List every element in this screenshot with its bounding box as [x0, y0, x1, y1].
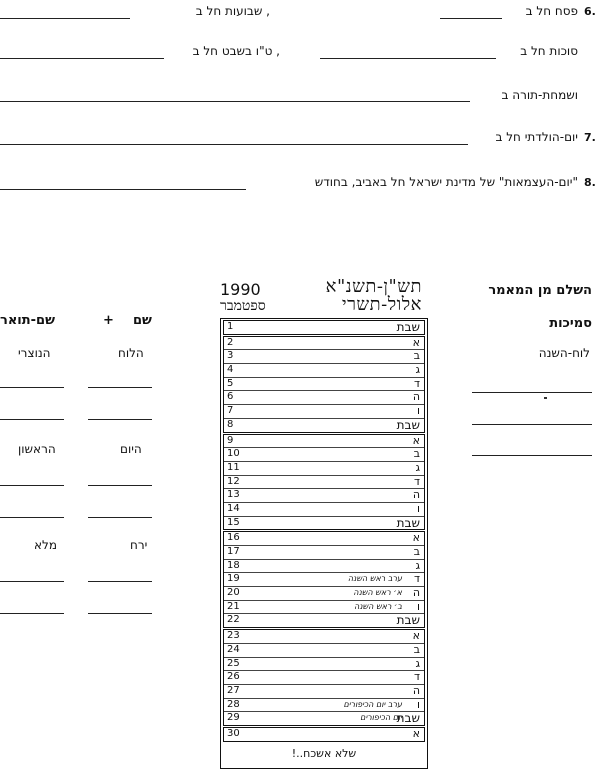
calendar-week [223, 320, 425, 335]
calendar-day-number: 4 [227, 364, 234, 376]
calendar-weekday: ב [413, 545, 420, 558]
calendar-month: ספטמבר [220, 298, 266, 314]
calendar-day-row [224, 587, 424, 601]
answer-line[interactable] [88, 387, 152, 388]
calendar-day-row [224, 546, 424, 560]
calendar-day-row [224, 630, 424, 644]
calendar-day-row [224, 337, 424, 351]
calendar-holiday-note: יום הכיפורים [360, 713, 402, 723]
calendar-day-row [224, 601, 424, 615]
question-6b-text-a: סוכות חל ב [520, 44, 578, 58]
question-7-number: 7. [584, 131, 596, 144]
calendar-weekday: ו [417, 599, 420, 613]
answer-line[interactable] [440, 18, 502, 19]
answer-line[interactable] [0, 189, 246, 190]
calendar-weekday: ו [417, 697, 420, 711]
calendar-day-number: 30 [227, 727, 240, 739]
calendar-day-row [224, 685, 424, 699]
adjective-word: מלא [34, 538, 57, 552]
calendar-holiday-note: ב׳ ראש השנה [354, 601, 402, 611]
calendar-week [223, 629, 425, 726]
answer-line[interactable] [88, 581, 152, 582]
calendar-day-row [224, 350, 424, 364]
adjective-word: הנוצרי [18, 346, 51, 360]
calendar-weekday: א [412, 629, 420, 643]
calendar-day-number: 16 [227, 532, 240, 544]
example-word: לוח-השנה [538, 346, 590, 360]
calendar-weekday: ב [413, 642, 420, 656]
calendar-day-row [224, 364, 424, 378]
calendar-weekday: ד [413, 376, 420, 390]
answer-line[interactable] [0, 101, 470, 102]
calendar-weekday: ג [415, 558, 420, 572]
calendar-day-number: 7 [227, 405, 234, 417]
calendar-weekday: ה [412, 488, 420, 502]
calendar-week [223, 727, 425, 742]
calendar-day-row [224, 532, 424, 546]
answer-line[interactable] [472, 424, 592, 425]
calendar-grid [220, 318, 428, 769]
calendar-week [223, 434, 425, 531]
calendar-day-number: 23 [227, 630, 240, 642]
question-6-text-b: , שבועות חל ב [195, 4, 270, 18]
calendar-day-row [224, 573, 424, 587]
calendar-day-number: 22 [227, 614, 240, 626]
answer-line[interactable] [472, 455, 592, 456]
answer-line[interactable] [0, 517, 64, 518]
calendar-day-number: 1 [227, 321, 234, 332]
question-6c-text: ושמחת-תורה ב [501, 88, 578, 102]
calendar-weekday: שבת [396, 711, 420, 726]
calendar-day-row [224, 462, 424, 476]
calendar-weekday: ד [413, 572, 420, 586]
calendar-day-row [224, 489, 424, 503]
answer-line[interactable] [0, 419, 64, 420]
calendar-day-row [224, 658, 424, 672]
calendar-day-row [224, 517, 424, 530]
answer-line[interactable] [472, 392, 592, 393]
answer-line[interactable] [0, 387, 64, 388]
answer-line[interactable] [88, 419, 152, 420]
calendar-day-number: 2 [227, 336, 234, 348]
calendar-day-number: 28 [227, 698, 240, 710]
stray-mark [544, 397, 547, 399]
calendar-week [223, 531, 425, 628]
calendar-day-number: 26 [227, 671, 240, 683]
answer-line[interactable] [88, 485, 152, 486]
calendar-weekday: ב [413, 349, 420, 363]
calendar-day-number: 10 [227, 448, 240, 460]
answer-line[interactable] [0, 18, 130, 19]
calendar-day-number: 14 [227, 502, 240, 514]
calendar-day-number: 11 [227, 461, 240, 473]
calendar-day-row [224, 644, 424, 658]
calendar-holiday-note: ערב ראש השנה [347, 574, 402, 584]
noun-word: הלוח [118, 346, 144, 360]
calendar-day-row [224, 435, 424, 449]
calendar-day-number: 12 [227, 475, 240, 487]
calendar-day-number: 25 [227, 657, 240, 669]
calendar-week [223, 336, 425, 433]
calendar-day-number: 27 [227, 684, 240, 696]
answer-line[interactable] [88, 517, 152, 518]
calendar-day-row [224, 712, 424, 725]
noun-word: ירח [130, 538, 148, 552]
plus-sign: + [103, 313, 114, 328]
calendar-day-number: 29 [227, 712, 240, 724]
construct-state-heading: סמיכות [549, 316, 592, 331]
calendar-weekday: ג [415, 460, 420, 474]
calendar-hebrew-months: אלול-תשרי [341, 294, 422, 315]
question-7-text: יום-הולדתי חל ב [495, 130, 578, 144]
calendar-weekday: א [412, 726, 420, 740]
question-8-text: "יום-העצמאות" של מדינת ישראל חל באביב, בחודש [314, 175, 578, 189]
calendar-day-row [224, 448, 424, 462]
calendar-year: 1990 [220, 280, 261, 299]
answer-line[interactable] [0, 58, 164, 59]
answer-line[interactable] [0, 581, 64, 582]
calendar-weekday: א [412, 531, 420, 545]
calendar-day-row [224, 560, 424, 574]
calendar-weekday: שבת [396, 613, 420, 628]
answer-line[interactable] [0, 144, 468, 145]
adjective-column-header: שם-תואר [0, 313, 55, 328]
calendar-day-number: 17 [227, 546, 240, 557]
noun-column-header: שם [133, 313, 152, 328]
calendar-weekday: ב [413, 447, 420, 461]
question-6b-text-b: , ט"ו בשבט חל ב [192, 44, 280, 58]
calendar-day-row [224, 728, 424, 741]
calendar-day-row [224, 614, 424, 627]
question-6-text-a: פסח חל ב [525, 4, 578, 18]
calendar-day-row [224, 699, 424, 713]
adjective-word: הראשון [18, 442, 56, 456]
calendar-day-number: 21 [227, 600, 240, 612]
answer-line[interactable] [0, 613, 64, 614]
noun-word: היום [120, 442, 142, 456]
calendar-weekday: ה [412, 390, 420, 404]
answer-line[interactable] [88, 613, 152, 614]
calendar-holiday-note: ערב יום הכיפורים [343, 699, 402, 709]
calendar-weekday: א [412, 433, 420, 447]
calendar-day-row [224, 405, 424, 419]
calendar-day-number: 3 [227, 350, 234, 362]
calendar-weekday: ה [412, 683, 420, 697]
calendar-day-number: 8 [227, 418, 234, 430]
calendar-day-row [224, 503, 424, 517]
calendar-weekday: ד [413, 670, 420, 684]
calendar-day-number: 24 [227, 643, 240, 655]
calendar-day-row [224, 321, 424, 334]
calendar-day-number: 6 [227, 391, 234, 403]
calendar-day-number: 18 [227, 559, 240, 571]
complete-from-article-heading: השלם מן המאמר [488, 283, 592, 298]
calendar-day-row [224, 671, 424, 685]
calendar-day-number: 19 [227, 573, 240, 585]
calendar-day-row [224, 391, 424, 405]
calendar-day-number: 9 [227, 434, 234, 446]
calendar-weekday: ד [413, 474, 420, 488]
answer-line[interactable] [0, 485, 64, 486]
question-8-number: 8. [584, 176, 596, 189]
calendar-weekday: ג [415, 656, 420, 670]
calendar-weekday: ו [417, 501, 420, 515]
calendar-day-row [224, 378, 424, 392]
calendar-footer-note: שלא אשכח..! [291, 746, 357, 760]
calendar-weekday: א [412, 335, 420, 349]
calendar-weekday: שבת [396, 515, 420, 530]
calendar-day-number: 15 [227, 516, 240, 528]
calendar-weekday: ו [417, 404, 420, 418]
calendar-day-row [224, 419, 424, 432]
calendar-weekday: ג [415, 363, 420, 377]
calendar-day-row [224, 476, 424, 490]
answer-line[interactable] [320, 58, 496, 59]
calendar-hebrew-years: תש"ן-תשנ"א [325, 276, 422, 297]
calendar-weekday: שבת [396, 320, 420, 334]
calendar-day-number: 20 [227, 587, 240, 599]
calendar-day-number: 5 [227, 377, 234, 389]
calendar-day-number: 13 [227, 489, 240, 501]
calendar-holiday-note: א׳ ראש השנה [353, 588, 402, 598]
question-6-number: 6. [584, 5, 596, 18]
calendar-weekday: ה [412, 586, 420, 600]
calendar-weekday: שבת [396, 417, 420, 432]
